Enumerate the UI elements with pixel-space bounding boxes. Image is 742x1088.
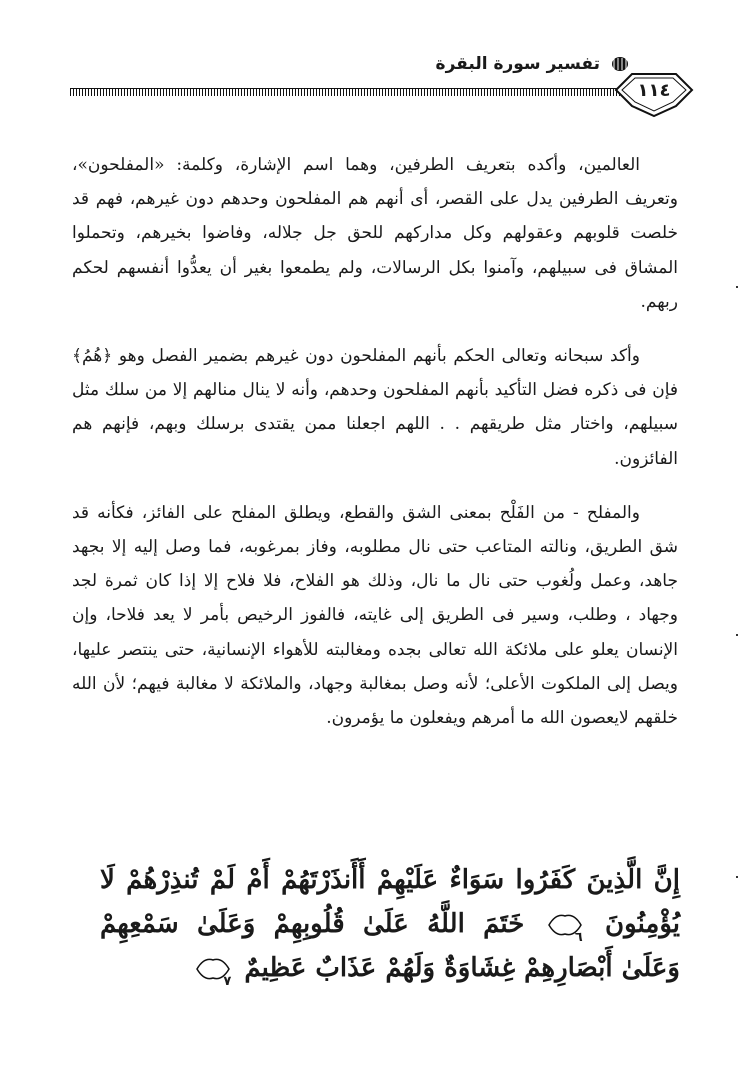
page-number-badge — [612, 70, 696, 118]
verse-text-7: خَتَمَ اللَّهُ عَلَىٰ قُلُوبِهِمْ وَعَلَىٰ سَمْعِهِمْ وَعَلَىٰ أَبْصَارِهِمْ غِشَاوَةٌ وَلَهُمْ عَذَابٌ عَظِيمٌ — [100, 909, 680, 983]
commentary-body — [72, 148, 678, 755]
verse-number-marker-6 — [547, 912, 583, 945]
verse-text-6: إِنَّ الَّذِينَ كَفَرُوا سَوَاءٌ عَلَيْهِمْ أَأَنذَرْتَهُمْ أَمْ لَمْ تُنذِرْهُمْ لَا يُؤْمِنُونَ — [100, 865, 681, 939]
quran-verse — [100, 858, 680, 990]
header-rule — [70, 88, 625, 96]
page-number: ١١٤ — [637, 80, 671, 101]
header-title: تفسير سورة البقرة — [435, 54, 600, 74]
running-title — [436, 54, 630, 74]
margin-mark — [736, 286, 738, 288]
paragraph-2: وأكد سبحانه وتعالى الحكم بأنهم المفلحون دون غيرهم بضمير الفصل وهو ﴿هُمُ﴾ فإن فى ذكره فضل التأكيد بأنهم المفلحون وحدهم، وأنه لا ينال منالهم إلا من سلك مثل سبيلهم، واختار مثل طريقهم . . اللهم اجعلنا ممن يقتدى برسلك وبهم، فإنهم هم الفائزون. — [72, 346, 678, 469]
paragraph-1: العالمين، وأكده بتعريف الطرفين، وهما اسم الإشارة، وكلمة: «المفلحون»، وتعريف الطرفين يدل على القصر، أى أنهم هم المفلحون وحدهم دون غيرهم، فهم قد خلصت قلوبهم وعقولهم وكل مداركهم للحق جل جلاله، وفاضوا بخيرهم، وتحملوا المشاق فى سبيلهم، وآمنوا بكل الرسالات، ولم يطمعوا بغير أن يعدُّوا أنفسهم لحكم ربهم. — [72, 155, 678, 312]
verse-number: ٦ — [574, 930, 583, 945]
verse-number: ٧ — [223, 974, 232, 989]
paragraph-3: والمفلح - من الفَلْح بمعنى الشق والقطع، ويطلق المفلح على الفائز، فكأنه قد شق الطريق، ونالته المتاعب حتى نال مطلوبه، وفاز بمرغوبه، فما وصل إليه إلا بجهد جاهد، وعمل ولُغوب حتى نال ما نال، وذلك هو الفلاح، فلا فلاح إلا إذا كان ثمرة لجد وجهاد ، وطلب، وسير فى الطريق إلى غايته، فالفوز الرخيص بأمر لا يعد فلاحا، وإن الإنسان يعلو على ملائكة الله تعالى بجده ومغالبته للأهواء الإنسانية، حتى ينتصر عليها، ويصل إلى الملكوت الأعلى؛ لأنه وصل بمغالبة وجهاد، والملائكة لا مغالبة فيهم؛ لأن الله خلقهم لايعصون الله ما أمرهم ويفعلون ما يؤمرون. — [72, 502, 678, 729]
verse-number-marker-7 — [195, 956, 232, 989]
margin-mark — [736, 876, 738, 878]
page-header — [70, 52, 682, 112]
margin-mark — [736, 634, 738, 636]
